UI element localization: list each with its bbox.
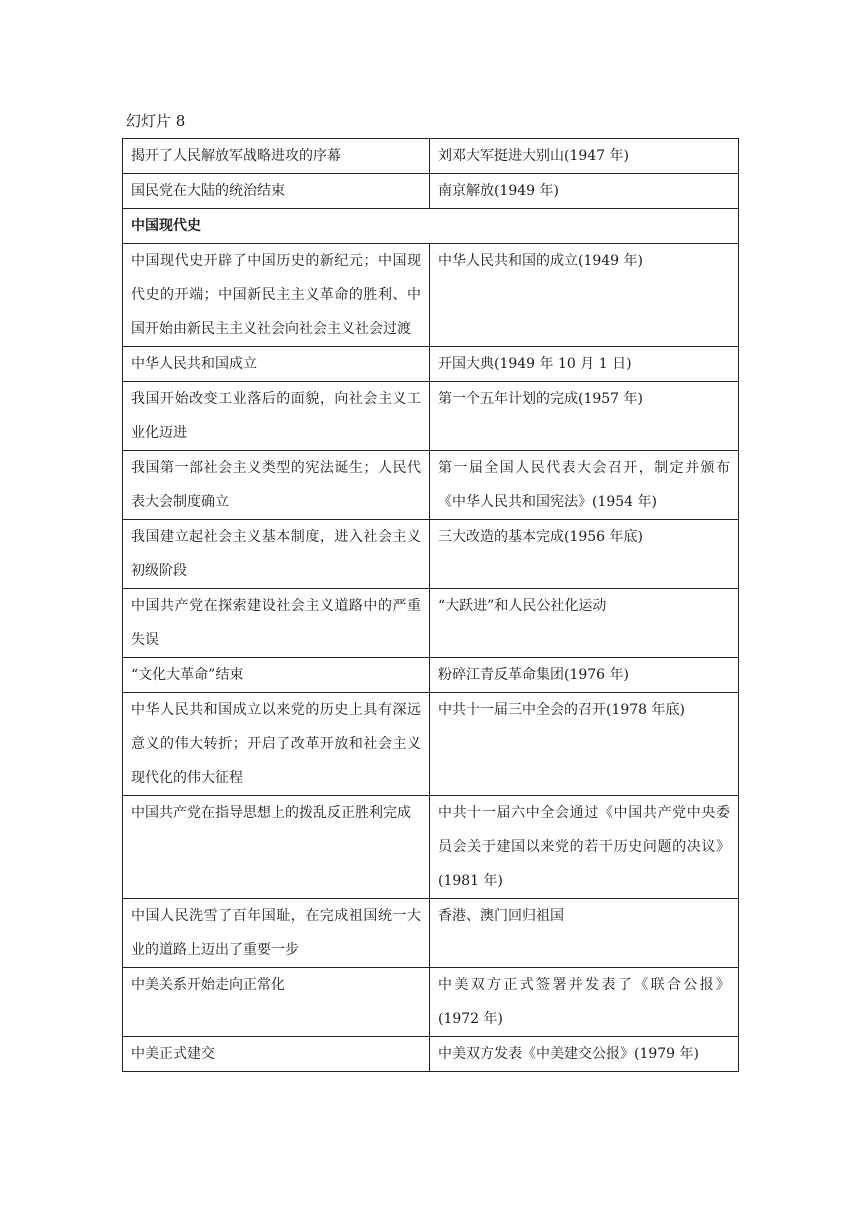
event-name: 香港、澳门回归祖国 [430,899,739,968]
event-significance: 我国第一部社会主义类型的宪法诞生；人民代表大会制度确立 [123,451,430,520]
slide-label: 幻灯片 8 [126,112,186,130]
event-name: 中共十一届三中全会的召开(1978 年底) [430,693,739,796]
table-row [123,520,739,589]
event-significance: 我国开始改变工业落后的面貌，向社会主义工业化迈进 [123,382,430,451]
event-significance: 国民党在大陆的统治结束 [123,174,430,209]
table-row [123,968,739,1037]
event-name: 刘邓大军挺进大别山(1947 年) [430,139,739,174]
event-significance: 揭开了人民解放军战略进攻的序幕 [123,139,430,174]
history-events-table [122,138,739,1072]
table-row [123,796,739,899]
event-significance: 中国人民洗雪了百年国耻，在完成祖国统一大业的道路上迈出了重要一步 [123,899,430,968]
table-row [123,174,739,209]
event-significance: 中美正式建交 [123,1037,430,1072]
table-row [123,382,739,451]
event-name: 第一届全国人民代表大会召开，制定并颁布《中华人民共和国宪法》(1954 年) [430,451,739,520]
event-significance: 中国现代史开辟了中国历史的新纪元；中国现代史的开端；中国新民主主义革命的胜利、中国开始由新民主主义社会向社会主义社会过渡 [123,244,430,347]
event-name: 中华人民共和国的成立(1949 年) [430,244,739,347]
table-row [123,1037,739,1072]
table-row [123,244,739,347]
event-significance: 中美关系开始走向正常化 [123,968,430,1037]
event-name: 中美双方正式签署并发表了《联合公报》(1972 年) [430,968,739,1037]
event-name: 粉碎江青反革命集团(1976 年) [430,658,739,693]
table-row [123,899,739,968]
event-significance: “文化大革命”结束 [123,658,430,693]
event-name: 三大改造的基本完成(1956 年底) [430,520,739,589]
table-row [123,693,739,796]
table-row [123,658,739,693]
table-row [123,139,739,174]
event-significance: 中华人民共和国成立以来党的历史上具有深远意义的伟大转折；开启了改革开放和社会主义现代化的伟大征程 [123,693,430,796]
table-row [123,589,739,658]
event-name: “大跃进”和人民公社化运动 [430,589,739,658]
event-name: 第一个五年计划的完成(1957 年) [430,382,739,451]
section-title: 中国现代史 [123,209,739,244]
event-significance: 中国共产党在探索建设社会主义道路中的严重失误 [123,589,430,658]
event-name: 中美双方发表《中美建交公报》(1979 年) [430,1037,739,1072]
event-name: 南京解放(1949 年) [430,174,739,209]
table-row [123,347,739,382]
event-name: 开国大典(1949 年 10 月 1 日) [430,347,739,382]
event-significance: 中华人民共和国成立 [123,347,430,382]
event-significance: 我国建立起社会主义基本制度，进入社会主义初级阶段 [123,520,430,589]
section-header-row [123,209,739,244]
event-name: 中共十一届六中全会通过《中国共产党中央委员会关于建国以来党的若干历史问题的决议》(1981 年) [430,796,739,899]
table-row [123,451,739,520]
event-significance: 中国共产党在指导思想上的拨乱反正胜利完成 [123,796,430,899]
